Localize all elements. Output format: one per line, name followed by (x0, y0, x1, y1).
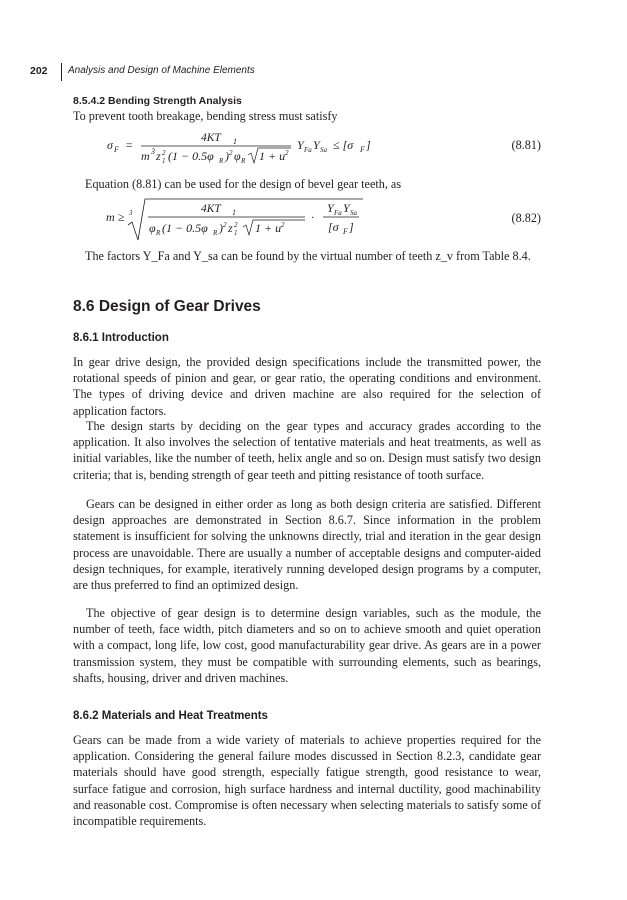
svg-text:]: ] (349, 220, 354, 234)
svg-text:(1 − 0.5φ: (1 − 0.5φ (168, 149, 214, 163)
svg-text:2: 2 (234, 221, 238, 229)
svg-text:≤ [σ: ≤ [σ (333, 138, 354, 152)
svg-text:F: F (114, 145, 119, 154)
svg-text:2: 2 (229, 149, 233, 157)
bending-intro: To prevent tooth breakage, bending stress must satisfy (73, 109, 338, 123)
equation-8-81-graphic (103, 126, 403, 166)
svg-text:3: 3 (151, 147, 155, 156)
svg-text:m: m (141, 149, 150, 163)
intro-paragraph-1: In gear drive design, the provided design specifications include the transmitted power, the rotational speeds of pinion and gear, or gear ratio, the operating conditions and environment. The types of driving device and driven machine are also required for the selection of application factors. (73, 355, 541, 418)
svg-text:(1 − 0.5φ: (1 − 0.5φ (162, 221, 208, 235)
svg-text:2: 2 (281, 221, 285, 229)
svg-text:4KT: 4KT (201, 203, 221, 215)
svg-text:3: 3 (129, 209, 133, 217)
svg-text:R: R (156, 229, 161, 237)
svg-text:φ: φ (234, 149, 241, 163)
equation-note: Equation (8.81) can be used for the design of bevel gear teeth, as (85, 177, 402, 191)
intro-paragraph-3: Gears can be designed in either order as long as both design criteria are satisfied. Different design approaches are demonstrated in Section 8.6.7. Since information in the problem statement is insufficient for solving the unknowns directly, trial and iteration in the gear design process are unavoidable. There are usually a number of acceptable designs and computer-aided design techniques, for example, iteratively running developed design programs by a computer, are thus preferred to find an optimized design. (73, 497, 541, 593)
svg-text:·: · (311, 210, 314, 224)
svg-text:σ: σ (107, 138, 113, 152)
equation-8-81 (73, 126, 543, 166)
svg-text:]: ] (366, 138, 371, 152)
equation-8-82-graphic (93, 195, 393, 245)
svg-text:≥: ≥ (118, 210, 125, 224)
svg-text:Y: Y (313, 138, 320, 152)
svg-text:1 + u: 1 + u (255, 221, 282, 235)
svg-text:[σ: [σ (328, 220, 339, 234)
svg-text:φ: φ (149, 221, 156, 235)
svg-text:=: = (125, 138, 134, 152)
svg-text:): ) (219, 221, 223, 235)
svg-text:Y: Y (297, 138, 304, 152)
svg-text:Sa: Sa (320, 146, 327, 154)
svg-text:z: z (228, 221, 233, 235)
svg-text:R: R (213, 229, 218, 237)
section-heading-8-6-2: 8.6.2 Materials and Heat Treatments (73, 710, 268, 722)
running-title: Analysis and Design of Machine Elements (68, 65, 255, 76)
svg-text:Sa: Sa (350, 209, 357, 217)
svg-text:1: 1 (234, 229, 238, 237)
equation-label-8-82: (8.82) (511, 211, 541, 225)
equation-label-8-81: (8.81) (511, 138, 541, 152)
svg-text:): ) (225, 149, 229, 163)
section-heading-8-6-1: 8.6.1 Introduction (73, 332, 169, 344)
section-heading-8-6: 8.6 Design of Gear Drives (73, 298, 261, 315)
svg-text:1: 1 (232, 208, 236, 217)
section-heading-8-5-4-2: 8.5.4.2 Bending Strength Analysis (73, 95, 242, 107)
svg-text:2: 2 (162, 149, 166, 157)
svg-text:1: 1 (162, 157, 166, 165)
header-divider (61, 63, 62, 81)
svg-text:z: z (156, 149, 161, 163)
svg-text:4KT: 4KT (201, 132, 221, 144)
intro-paragraph-4: The objective of gear design is to determine design variables, such as the module, the number of teeth, face width, pitch diameters and so on to achieve smooth and quiet operation with a compact, long life, low cost, good manufacturability gear drive. As gears are in a power transmission system, they must be compatible with surrounding elements, such as bearings, shafts, housing, driver and driven machines. (73, 606, 541, 685)
factors-text: The factors Y_Fa and Y_sa can be found by the virtual number of teeth z_v from Table 8.4. (85, 249, 531, 263)
svg-text:m: m (106, 210, 115, 224)
svg-text:Y: Y (327, 201, 334, 215)
svg-text:F: F (343, 227, 348, 236)
svg-text:1 + u: 1 + u (259, 149, 286, 163)
materials-paragraph-1: Gears can be made from a wide variety of materials to achieve properties required for the application. Considering the general failure modes discussed in Section 8.2.3, candidate gear materials should have good strength, especially fatigue strength, good resistance to wear, surface fatigue and corrosion, high surface hardness and internal ductility, good machinability and reasonable cost. Compromise is often necessary when selecting materials to satisfy some of incompatible requirements. (73, 733, 541, 829)
svg-text:2: 2 (285, 149, 289, 157)
svg-text:Fa: Fa (304, 146, 312, 154)
intro-paragraph-2: The design starts by deciding on the gear types and accuracy grades according to the application. It also involves the selection of tentative materials and heat treatments, as well as initial variables, like the number of teeth, helix angle and so on. Design must satisfy two design criteria; that is, bending strength of gear teeth and pitting resistance of tooth surface. (73, 419, 541, 482)
svg-text:Fa: Fa (334, 209, 342, 217)
svg-text:R: R (241, 157, 246, 165)
svg-text:2: 2 (223, 221, 227, 229)
svg-text:R: R (219, 157, 224, 165)
svg-text:Y: Y (343, 201, 350, 215)
equation-8-82 (73, 195, 543, 245)
svg-text:F: F (360, 145, 365, 154)
page-number: 202 (30, 65, 48, 77)
svg-text:1: 1 (233, 137, 237, 146)
